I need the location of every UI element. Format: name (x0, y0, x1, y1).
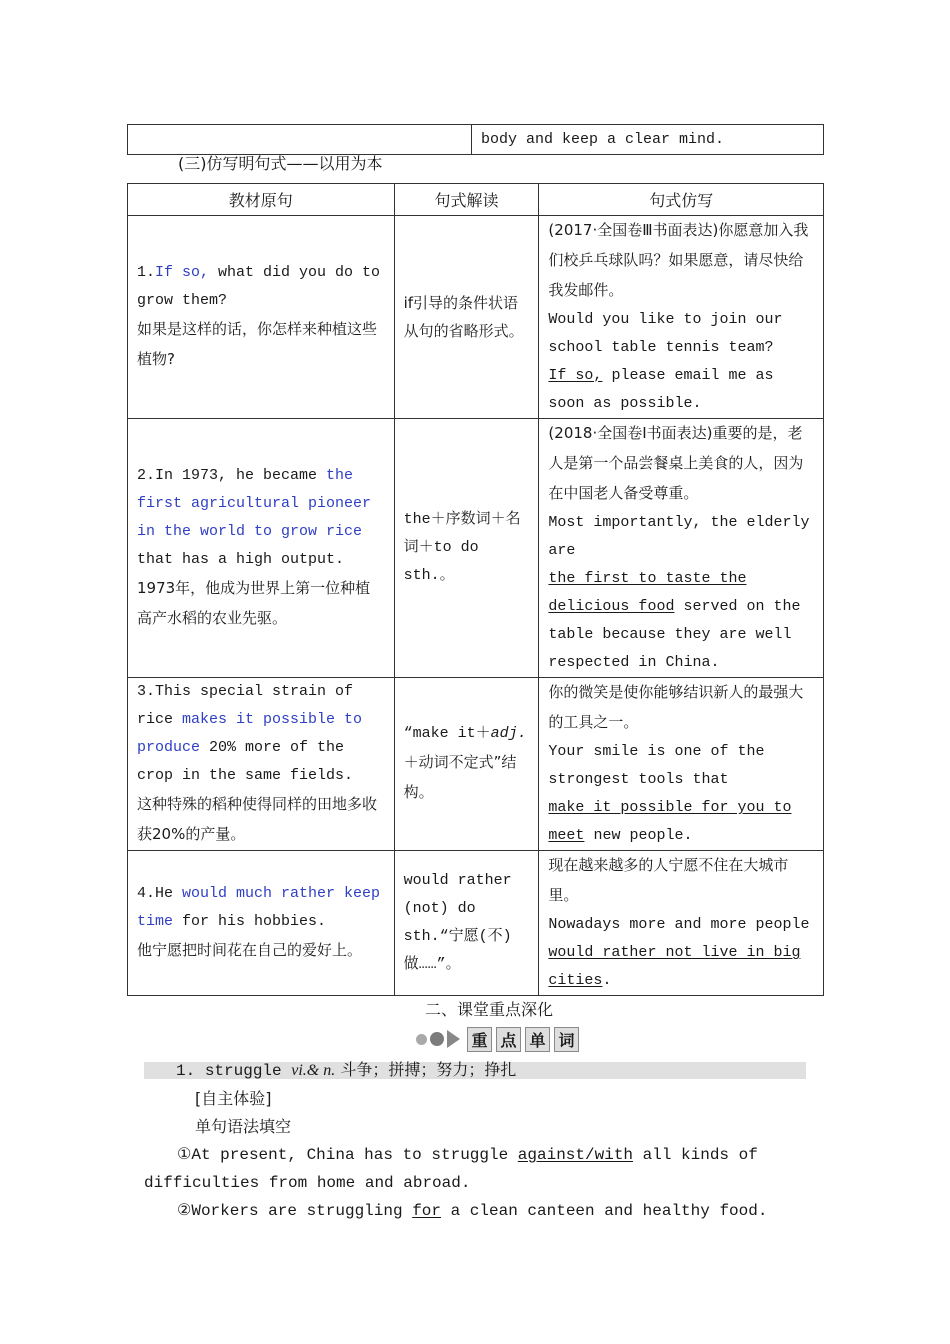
imitation-sentence: 现在越来越多的人宁愿不住在大城市里。 Nowadays more and more people would rather not live in big cities. (539, 851, 824, 996)
answer-underline: make it possible for you to meet (548, 799, 792, 844)
table-row (128, 419, 824, 678)
bullet-dot-icon (416, 1034, 427, 1045)
pattern-analysis: would rather (not) do sth.“宁愿(不)做……”。 (394, 851, 539, 996)
imitation-source: 你的微笑是使你能够结识新人的最强大的工具之一。 (548, 683, 804, 731)
highlight-phrase: If so, (155, 264, 210, 281)
pattern-analysis: if引导的条件状语从句的省略形式。 (394, 216, 539, 419)
bullet-dot-icon (430, 1032, 444, 1046)
empty-cell (128, 125, 472, 155)
answer-underline: for (412, 1202, 441, 1220)
banner-char: 词 (554, 1027, 579, 1052)
banner-char: 重 (467, 1027, 492, 1052)
chinese-translation: 1973年，他成为世界上第一位种植高产水稻的农业先驱。 (137, 579, 371, 627)
imitation-source: (2018·全国卷Ⅰ书面表达)重要的是，老人是第一个品尝餐桌上美食的人，因为在中国老人备受尊重。 (548, 424, 804, 502)
practice-subheading: 单句语法填空 (195, 1117, 292, 1136)
imitation-sentence: 你的微笑是使你能够结识新人的最强大的工具之一。 Your smile is one of the strongest tools that make it possible for you to meet new people. (539, 678, 824, 851)
header-analysis: 句式解读 (394, 184, 539, 216)
answer-underline: against/with (517, 1146, 634, 1164)
original-sentence: 3.This special strain of rice makes it possible to produce 20% more of the crop in the same fields. 这种特殊的稻种使得同样的田地多收获20%的产量。 (128, 678, 395, 851)
table-row (128, 851, 824, 996)
practice-sentence: ②Workers are struggling for a clean canteen and healthy food. (177, 1202, 768, 1220)
banner-char: 单 (525, 1027, 550, 1052)
original-sentence: 2.In 1973, he became the first agricultural pioneer in the world to grow rice that has a high output. 1973年，他成为世界上第一位种植高产水稻的农业先驱。 (128, 419, 395, 678)
word-meaning: 斗争；拼搏；努力；挣扎 (335, 1060, 517, 1079)
section-title: (三)仿写明句式——以用为本 (178, 154, 383, 173)
practice-heading: [自主体验] (195, 1089, 272, 1108)
highlight-phrase: would much rather keep time (137, 885, 381, 930)
answer-underline: the first to taste the delicious food (548, 570, 747, 615)
vocab-banner (416, 1025, 580, 1053)
answer-underline: would rather not live in big cities (548, 944, 801, 989)
imitation-source: (2017·全国卷Ⅲ书面表达)你愿意加入我们校乒乓球队吗？如果愿意，请尽快给我发邮件。 (548, 221, 809, 299)
word-entry: 1. struggle vi.& n. 斗争；拼搏；努力；挣扎 (176, 1060, 517, 1080)
table-row (128, 216, 824, 419)
continued-table (127, 124, 824, 155)
header-imitation: 句式仿写 (539, 184, 824, 216)
highlight-phrase: makes it possible to produce (137, 711, 363, 756)
practice-sentence: ①At present, China has to struggle against/with all kinds of difficulties from home and abroad. (144, 1146, 758, 1192)
sentence-pattern-table (127, 183, 824, 996)
pattern-analysis: the＋序数词＋名词＋to do sth.。 (394, 419, 539, 678)
chinese-translation: 如果是这样的话，你怎样来种植这些植物? (137, 320, 378, 368)
table-header-row (128, 184, 824, 216)
pattern-analysis: “make it＋adj.＋动词不定式”结构。 (394, 678, 539, 851)
part-heading: 二、课堂重点深化 (425, 1000, 554, 1019)
chinese-translation: 他宁愿把时间花在自己的爱好上。 (137, 941, 363, 959)
chinese-translation: 这种特殊的稻种使得同样的田地多收获20%的产量。 (137, 795, 378, 843)
header-original: 教材原句 (128, 184, 395, 216)
answer-underline: If so, (548, 367, 603, 384)
original-sentence: 1.If so, what did you do to grow them? 如果是这样的话，你怎样来种植这些植物? (128, 216, 395, 419)
imitation-sentence: (2017·全国卷Ⅲ书面表达)你愿意加入我们校乒乓球队吗？如果愿意，请尽快给我发邮件。 Would you like to join our school table tennis team? If so, please email me as soon as possible. (539, 216, 824, 419)
arrow-right-icon (447, 1030, 460, 1048)
highlight-phrase: the first agricultural pioneer in the world to grow rice (137, 467, 372, 540)
original-sentence: 4.He would much rather keep time for his hobbies. 他宁愿把时间花在自己的爱好上。 (128, 851, 395, 996)
table-row (128, 678, 824, 851)
imitation-source: 现在越来越多的人宁愿不住在大城市里。 (548, 856, 789, 904)
banner-char: 点 (496, 1027, 521, 1052)
part-of-speech: vi.& n. (291, 1062, 336, 1079)
imitation-sentence: (2018·全国卷Ⅰ书面表达)重要的是，老人是第一个品尝餐桌上美食的人，因为在中国老人备受尊重。 Most importantly, the elderly are the first to taste the delicious food served on the table because they are well respected in China. (539, 419, 824, 678)
continued-cell-text: body and keep a clear mind. (472, 125, 824, 155)
headword: struggle (204, 1062, 292, 1080)
